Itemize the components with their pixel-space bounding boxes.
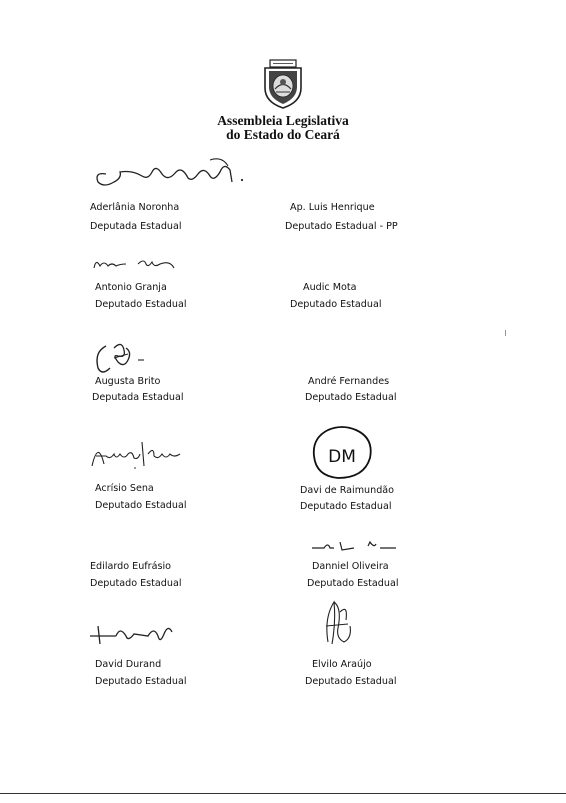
signatory-name: Antonio Granja (95, 282, 167, 293)
signature-monogram: DM (328, 447, 356, 467)
signatory-name: Acrísio Sena (95, 483, 154, 494)
signature-aderlania-noronha (92, 152, 252, 192)
signatory-role: Deputado Estadual (95, 299, 187, 310)
signatory-role: Deputado Estadual (305, 676, 397, 687)
signatory-role: Deputado Estadual (307, 578, 399, 589)
signature-david-durand (88, 620, 178, 648)
signatory-name: David Durand (95, 659, 162, 670)
signature-acrisio-sena (88, 436, 188, 472)
signature-danniel-oliveira (310, 538, 400, 554)
signatory-name: Augusta Brito (95, 376, 161, 387)
signatory-role: Deputado Estadual (300, 501, 392, 512)
signature-antonio-granja (90, 252, 180, 272)
signatory-role: Deputado Estadual - PP (285, 221, 398, 232)
signatory-role: Deputado Estadual (305, 392, 397, 403)
scan-artifact (505, 330, 506, 336)
footer-rule (0, 793, 566, 794)
signatory-name: Davi de Raimundão (300, 485, 395, 496)
signatory-role: Deputada Estadual (92, 392, 184, 403)
signature-davi-de-raimundao (308, 424, 376, 482)
coat-of-arms-icon (261, 58, 305, 110)
signatory-name: Edilardo Eufrásio (90, 561, 172, 572)
institution-name-line2: do Estado do Ceará (226, 127, 340, 142)
signatory-name: Danniel Oliveira (312, 561, 389, 572)
signatory-name: Ap. Luis Henrique (290, 202, 375, 213)
signatory-name: André Fernandes (308, 376, 390, 387)
signatory-name: Elvilo Araújo (312, 659, 372, 670)
signatory-role: Deputado Estadual (290, 299, 382, 310)
document-header (0, 58, 566, 142)
institution-name-line1: Assembleia Legislativa (217, 113, 349, 128)
signature-elvilo-araujo (318, 598, 358, 648)
signature-augusta-brito (92, 338, 152, 378)
signatory-role: Deputado Estadual (95, 676, 187, 687)
signatory-role: Deputado Estadual (95, 500, 187, 511)
signatory-name: Aderlânia Noronha (90, 202, 180, 213)
signatory-name: Audic Mota (303, 282, 357, 293)
signatory-role: Deputada Estadual (90, 221, 182, 232)
signatory-role: Deputado Estadual (90, 578, 182, 589)
